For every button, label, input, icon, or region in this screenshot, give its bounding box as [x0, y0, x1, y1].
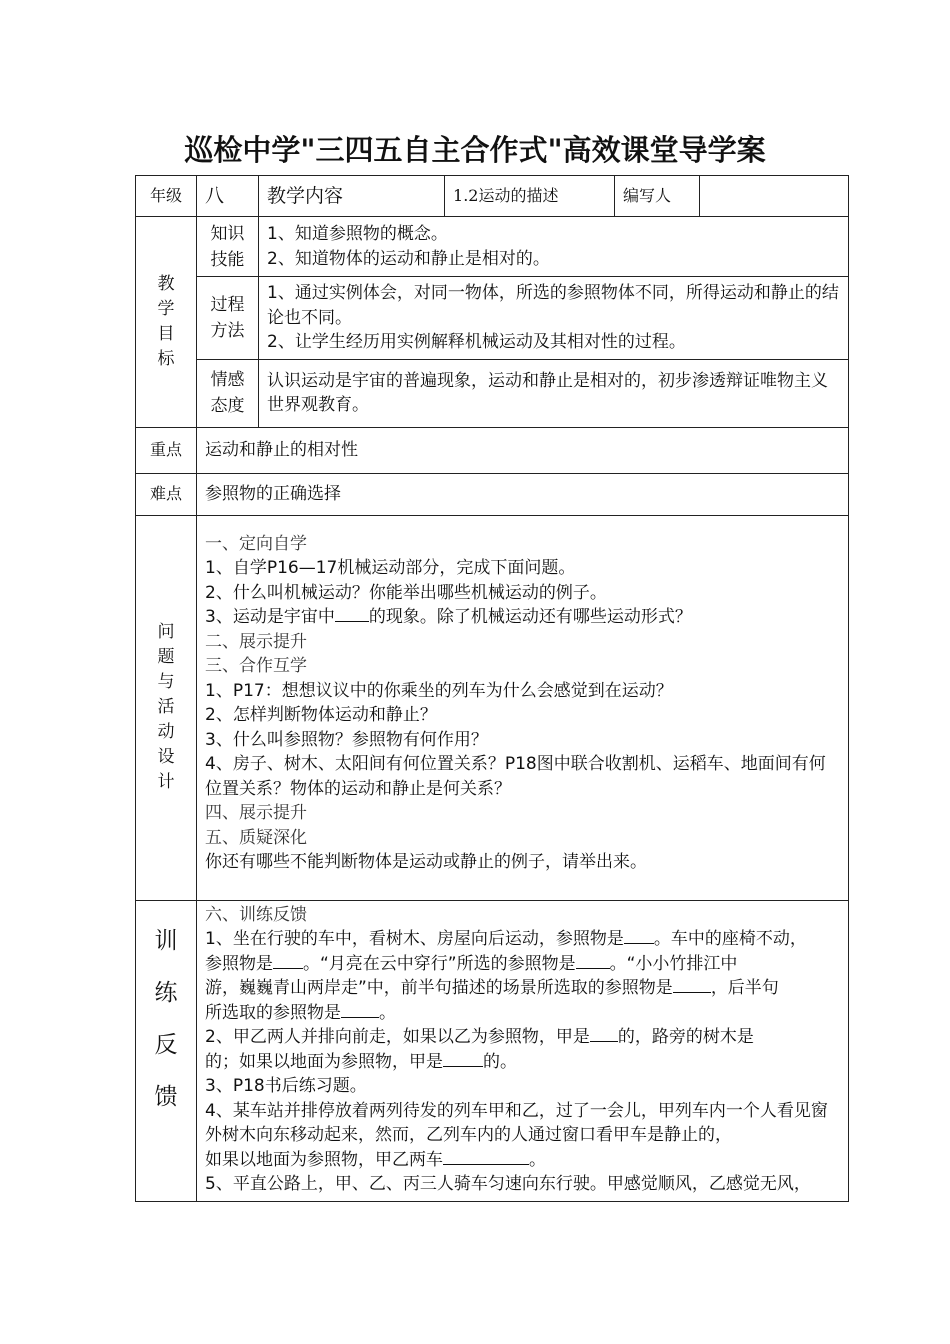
key-point-label: 重点 [136, 427, 197, 473]
fill-blank[interactable] [273, 952, 303, 969]
key-point-value: 运动和静止的相对性 [197, 427, 849, 473]
grade-value: 八 [197, 176, 259, 217]
training-content: 六、训练反馈 1、坐在行驶的车中，看树木、房屋向后运动，参照物是 。车中的座椅不动， 参照物是 。“月亮在云中穿行”所选的参照物是 。“小小竹排江中 游，巍巍青山两岸走”中，前半句描述的场景所选取的参照物是 ，后半句 所选取的参照物是 。 2、甲乙两人并排向前走，如果以乙为参照物，甲是 的，路旁的树木是 的；如果以地面为参照物，甲是 的。 3、P18书后练习题。 4、某车站并排停放着两列待发的列车甲和乙，过了一会儿，甲列车内一个人看见窗外树木向东移动起来，然而，乙列车内的人通过窗口看甲车是静止的， 如果以地面为参照物，甲乙两车 。 5、平直公路上，甲、乙、丙三人骑车匀速向东行驶。甲感觉顺风，乙感觉无风， [197, 900, 849, 1201]
fill-blank[interactable] [576, 952, 610, 969]
difficulty-value: 参照物的正确选择 [197, 473, 849, 515]
page-title: 巡检中学"三四五自主合作式"高效课堂导学案 [184, 133, 766, 167]
author-value [700, 176, 849, 217]
fill-blank[interactable] [443, 1148, 529, 1165]
objective-content: 1、通过实例体会，对同一物体，所选的参照物体不同，所得运动和静止的结论也不同。 2、让学生经历用实例解释机械运动及其相对性的过程。 [259, 277, 849, 360]
objective-sublabel: 知识 技能 [197, 217, 259, 277]
objectives-label: 教 学 目 标 [136, 217, 197, 428]
difficulty-row [136, 473, 849, 515]
objective-content: 认识运动是宇宙的普遍现象，运动和静止是相对的，初步渗透辩证唯物主义世界观教育。 [259, 359, 849, 427]
activity-label: 问 题 与 活 动 设 计 [136, 515, 197, 900]
fill-blank[interactable] [341, 1001, 379, 1018]
author-label: 编写人 [615, 176, 700, 217]
fill-blank[interactable] [443, 1050, 483, 1067]
difficulty-label: 难点 [136, 473, 197, 515]
content-value: 1.2运动的描述 [445, 176, 615, 217]
objective-content: 1、知道参照物的概念。 2、知道物体的运动和静止是相对的。 [259, 217, 849, 277]
training-label: 训 练 反 馈 [136, 900, 197, 1201]
header-row [136, 176, 849, 217]
objective-row [136, 359, 849, 427]
objective-sublabel: 过程 方法 [197, 277, 259, 360]
activity-row [136, 515, 849, 900]
lesson-plan-table [135, 175, 849, 1202]
fill-blank[interactable] [335, 605, 369, 622]
objective-row [136, 217, 849, 277]
grade-label: 年级 [136, 176, 197, 217]
training-row [136, 900, 849, 1201]
key-point-row [136, 427, 849, 473]
content-label: 教学内容 [259, 176, 445, 217]
fill-blank[interactable] [624, 927, 654, 944]
activity-content: 一、定向自学 1、自学P16—17机械运动部分，完成下面问题。 2、什么叫机械运动？你能举出哪些机械运动的例子。 3、运动是宇宙中 的现象。除了机械运动还有哪些运动形式？ 二、展示提升 三、合作互学 1、P17：想想议议中的你乘坐的列车为什么会感觉到在运动？ 2、怎样判断物体运动和静止？ 3、什么叫参照物？参照物有何作用？ 4、房子、树木、太阳间有何位置关系？P18图中联合收割机、运稻车、地面间有何位置关系？物体的运动和静止是何关系？ 四、展示提升 五、质疑深化 你还有哪些不能判断物体是运动或静止的例子，请举出来。 [197, 515, 849, 900]
fill-blank[interactable] [590, 1025, 618, 1042]
objective-row [136, 277, 849, 360]
objective-sublabel: 情感 态度 [197, 359, 259, 427]
fill-blank[interactable] [673, 976, 711, 993]
